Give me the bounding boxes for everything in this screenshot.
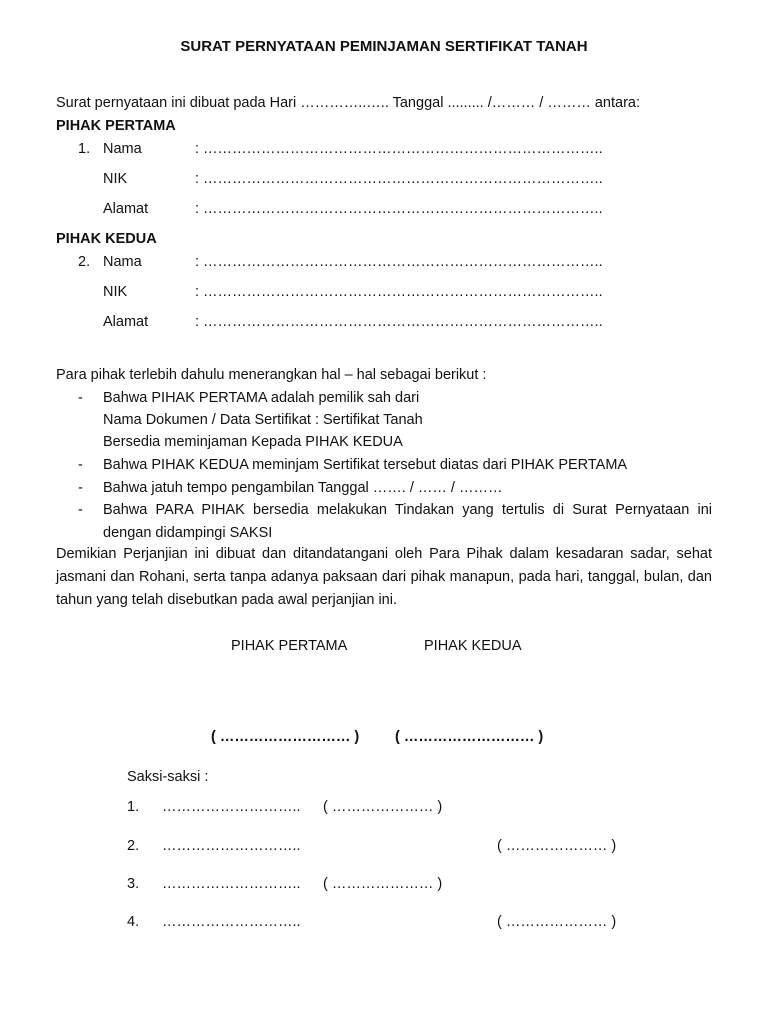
witness-number: 3. xyxy=(127,876,140,892)
bullet-line: Bahwa PIHAK PERTAMA adalah pemilik sah dari xyxy=(103,390,420,406)
signature-line-pihak-kedua: ( ……………………… ) xyxy=(395,729,544,745)
pihak-kedua-nama-label: Nama xyxy=(103,254,142,270)
pihak-kedua-nama-field: : ……………………………………………………………………….. xyxy=(195,254,603,270)
bullet-dash: - xyxy=(78,480,83,496)
document-title: SURAT PERNYATAAN PEMINJAMAN SERTIFIKAT TANAH xyxy=(180,38,588,55)
closing-paragraph: Demikian Perjanjian ini dibuat dan ditandatangani oleh Para Pihak dalam kesadaran sadar, sehat jasmani dan Rohani, serta tanpa adanya paksaan dari pihak manapun, pada hari, tanggal, bulan, dan tahun yang telah disebutkan pada awal perjanjian ini. xyxy=(56,546,712,608)
bullet-line: Bersedia meminjaman Kepada PIHAK KEDUA xyxy=(103,434,403,450)
pihak-pertama-alamat-field: : ……………………………………………………………………….. xyxy=(195,201,603,217)
bullet-line: Bahwa PARA PIHAK bersedia melakukan Tindakan yang tertulis di Surat Pernyataan ini xyxy=(103,502,712,518)
pihak-pertama-nama-label: Nama xyxy=(103,141,142,157)
pihak-pertama-heading: PIHAK PERTAMA xyxy=(56,118,176,134)
witness-sign-line: ( ………………… ) xyxy=(497,838,617,854)
pihak-kedua-alamat-label: Alamat xyxy=(103,314,149,330)
pihak-kedua-nik-field: : ……………………………………………………………………….. xyxy=(195,284,603,300)
statement-intro: Para pihak terlebih dahulu menerangkan hal – hal sebagai berikut : xyxy=(56,367,487,383)
bullet-line: dengan didampingi SAKSI xyxy=(103,525,273,541)
signature-line-pihak-pertama: ( ……………………… ) xyxy=(211,729,360,745)
witnesses-heading: Saksi-saksi : xyxy=(127,769,209,785)
signature-label-pihak-kedua: PIHAK KEDUA xyxy=(424,638,522,654)
pihak-kedua-nik-label: NIK xyxy=(103,284,128,300)
bullet-line: Nama Dokumen / Data Sertifikat : Sertifikat Tanah xyxy=(103,412,423,428)
witness-sign-line: ( ………………… ) xyxy=(323,876,443,892)
witness-number: 2. xyxy=(127,838,140,854)
pihak-pertama-nama-field: : ……………………………………………………………………….. xyxy=(195,141,603,157)
pihak-pertama-nik-field: : ……………………………………………………………………….. xyxy=(195,171,603,187)
pihak-kedua-alamat-field: : ……………………………………………………………………….. xyxy=(195,314,603,330)
pihak-kedua-number: 2. xyxy=(78,254,91,270)
bullet-line: Bahwa jatuh tempo pengambilan Tanggal ……. / …… / ……… xyxy=(103,480,503,496)
bullet-dash: - xyxy=(78,457,83,473)
witness-sign-line: ( ………………… ) xyxy=(323,799,443,815)
pihak-pertama-nik-label: NIK xyxy=(103,171,128,187)
witness-number: 1. xyxy=(127,799,140,815)
signature-label-pihak-pertama: PIHAK PERTAMA xyxy=(231,638,348,654)
witness-sign-line: ( ………………… ) xyxy=(497,914,617,930)
pihak-pertama-alamat-label: Alamat xyxy=(103,201,149,217)
witness-number: 4. xyxy=(127,914,140,930)
intro-line: Surat pernyataan ini dibuat pada Hari …………..….. Tanggal ......... /……… / ……… antara: xyxy=(56,95,641,111)
bullet-line: Bahwa PIHAK KEDUA meminjam Sertifikat tersebut diatas dari PIHAK PERTAMA xyxy=(103,457,628,473)
bullet-dash: - xyxy=(78,502,83,518)
witness-name-line: ……………………….. xyxy=(162,799,301,815)
pihak-pertama-number: 1. xyxy=(78,141,91,157)
witness-name-line: ……………………….. xyxy=(162,838,301,854)
pihak-kedua-heading: PIHAK KEDUA xyxy=(56,231,157,247)
witness-name-line: ……………………….. xyxy=(162,914,301,930)
bullet-dash: - xyxy=(78,390,83,406)
witness-name-line: ……………………….. xyxy=(162,876,301,892)
